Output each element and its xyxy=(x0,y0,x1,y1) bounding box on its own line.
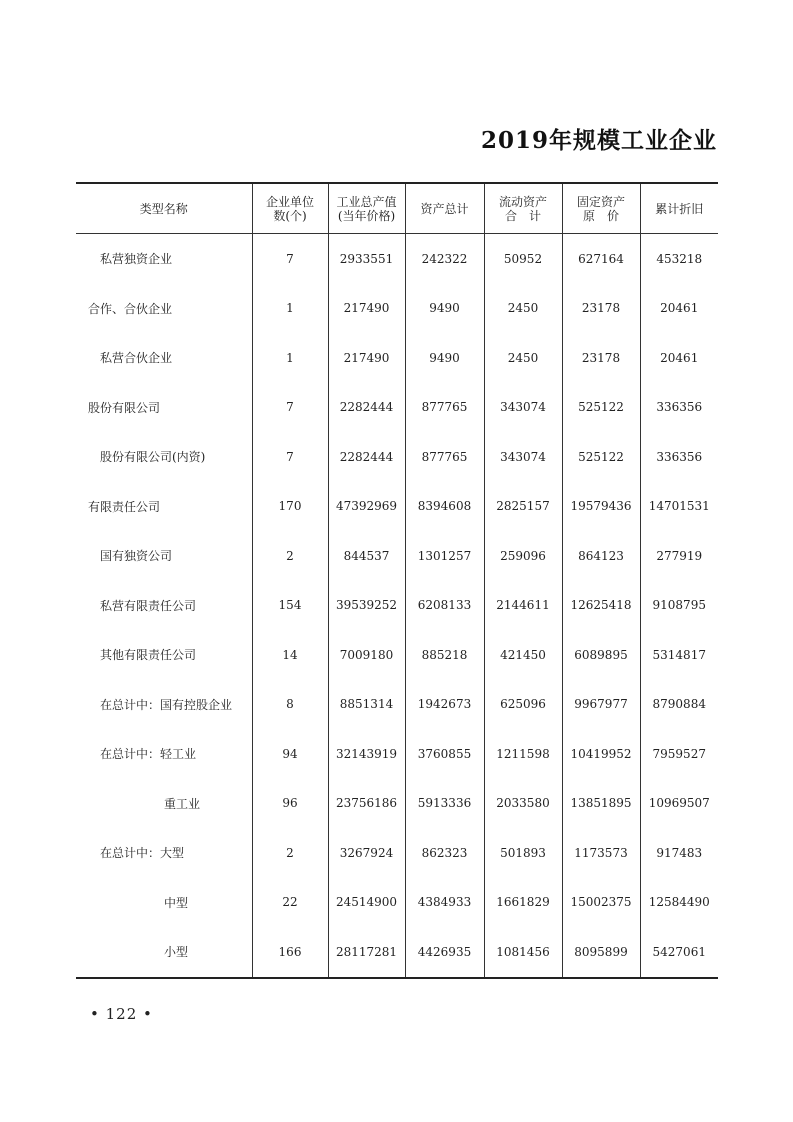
page-title: 2019年规模工业企业 xyxy=(480,127,717,154)
row-current-assets: 2144611 xyxy=(484,581,562,631)
row-type-name: 股份有限公司 xyxy=(88,400,161,415)
row-unit-count: 1 xyxy=(252,284,328,334)
row-fixed-assets: 13851895 xyxy=(562,779,640,829)
table-row xyxy=(76,927,718,978)
table-row xyxy=(76,779,718,829)
table-row xyxy=(76,284,718,334)
row-unit-count: 7 xyxy=(252,383,328,433)
row-accumulated-depreciation: 12584490 xyxy=(640,878,718,928)
row-accumulated-depreciation: 336356 xyxy=(640,432,718,482)
table-row xyxy=(76,333,718,383)
table-row xyxy=(76,383,718,433)
row-fixed-assets: 6089895 xyxy=(562,630,640,680)
row-unit-count: 7 xyxy=(252,432,328,482)
row-gross-output: 217490 xyxy=(328,333,405,383)
table-row xyxy=(76,828,718,878)
row-type-name: 在总计中：轻工业 xyxy=(100,747,197,762)
row-fixed-assets: 19579436 xyxy=(562,482,640,532)
row-unit-count: 2 xyxy=(252,828,328,878)
row-current-assets: 2033580 xyxy=(484,779,562,829)
table-row xyxy=(76,581,718,631)
row-accumulated-depreciation: 5314817 xyxy=(640,630,718,680)
row-accumulated-depreciation: 10969507 xyxy=(640,779,718,829)
table-row xyxy=(76,878,718,928)
row-fixed-assets: 12625418 xyxy=(562,581,640,631)
row-unit-count: 154 xyxy=(252,581,328,631)
row-current-assets: 1211598 xyxy=(484,729,562,779)
row-gross-output: 7009180 xyxy=(328,630,405,680)
page-number: • 122 • xyxy=(90,1005,153,1023)
row-unit-count: 7 xyxy=(252,234,328,284)
row-total-assets: 877765 xyxy=(405,432,484,482)
row-total-assets: 9490 xyxy=(405,333,484,383)
table-row xyxy=(76,680,718,730)
row-gross-output: 2933551 xyxy=(328,234,405,284)
header-unit-count: 企业单位 数(个) xyxy=(252,183,328,234)
row-type-name: 重工业 xyxy=(164,796,201,811)
row-unit-count: 8 xyxy=(252,680,328,730)
row-accumulated-depreciation: 5427061 xyxy=(640,927,718,978)
row-total-assets: 6208133 xyxy=(405,581,484,631)
row-accumulated-depreciation: 917483 xyxy=(640,828,718,878)
row-gross-output: 28117281 xyxy=(328,927,405,978)
table-row xyxy=(76,432,718,482)
row-total-assets: 4426935 xyxy=(405,927,484,978)
row-total-assets: 242322 xyxy=(405,234,484,284)
row-gross-output: 844537 xyxy=(328,531,405,581)
row-gross-output: 3267924 xyxy=(328,828,405,878)
row-type-name: 私营有限责任公司 xyxy=(100,598,197,613)
row-unit-count: 1 xyxy=(252,333,328,383)
row-gross-output: 24514900 xyxy=(328,878,405,928)
table-row xyxy=(76,234,718,284)
row-current-assets: 2450 xyxy=(484,284,562,334)
row-current-assets: 50952 xyxy=(484,234,562,284)
row-current-assets: 625096 xyxy=(484,680,562,730)
row-accumulated-depreciation: 20461 xyxy=(640,284,718,334)
header-total-assets: 资产总计 xyxy=(405,183,484,234)
row-current-assets: 1081456 xyxy=(484,927,562,978)
row-current-assets: 259096 xyxy=(484,531,562,581)
table-row xyxy=(76,531,718,581)
row-gross-output: 2282444 xyxy=(328,383,405,433)
row-gross-output: 2282444 xyxy=(328,432,405,482)
row-total-assets: 885218 xyxy=(405,630,484,680)
row-accumulated-depreciation: 336356 xyxy=(640,383,718,433)
row-total-assets: 862323 xyxy=(405,828,484,878)
row-fixed-assets: 23178 xyxy=(562,284,640,334)
statistics-table xyxy=(76,182,718,979)
row-type-name: 在总计中：大型 xyxy=(100,846,185,861)
row-gross-output: 23756186 xyxy=(328,779,405,829)
row-unit-count: 94 xyxy=(252,729,328,779)
row-unit-count: 170 xyxy=(252,482,328,532)
row-accumulated-depreciation: 14701531 xyxy=(640,482,718,532)
row-type-name: 私营独资企业 xyxy=(100,252,173,267)
row-type-name: 私营合伙企业 xyxy=(100,351,173,366)
row-accumulated-depreciation: 9108795 xyxy=(640,581,718,631)
header-gross-output: 工业总产值 (当年价格) xyxy=(328,183,405,234)
row-total-assets: 1301257 xyxy=(405,531,484,581)
header-accumulated-depreciation: 累计折旧 xyxy=(640,183,718,234)
row-fixed-assets: 627164 xyxy=(562,234,640,284)
row-type-name: 合作、合伙企业 xyxy=(88,301,173,316)
row-current-assets: 2825157 xyxy=(484,482,562,532)
row-accumulated-depreciation: 20461 xyxy=(640,333,718,383)
row-fixed-assets: 1173573 xyxy=(562,828,640,878)
row-unit-count: 22 xyxy=(252,878,328,928)
row-gross-output: 39539252 xyxy=(328,581,405,631)
row-type-name: 有限责任公司 xyxy=(88,499,161,514)
row-type-name: 中型 xyxy=(164,895,189,910)
row-type-name: 国有独资公司 xyxy=(100,549,173,564)
row-fixed-assets: 10419952 xyxy=(562,729,640,779)
row-total-assets: 4384933 xyxy=(405,878,484,928)
table-header-row xyxy=(76,183,718,234)
row-type-name: 在总计中：国有控股企业 xyxy=(100,697,233,712)
row-accumulated-depreciation: 7959527 xyxy=(640,729,718,779)
table-row xyxy=(76,729,718,779)
row-unit-count: 166 xyxy=(252,927,328,978)
row-gross-output: 32143919 xyxy=(328,729,405,779)
row-total-assets: 1942673 xyxy=(405,680,484,730)
row-current-assets: 343074 xyxy=(484,383,562,433)
row-unit-count: 96 xyxy=(252,779,328,829)
row-accumulated-depreciation: 277919 xyxy=(640,531,718,581)
row-gross-output: 47392969 xyxy=(328,482,405,532)
row-accumulated-depreciation: 453218 xyxy=(640,234,718,284)
table-row xyxy=(76,630,718,680)
row-current-assets: 421450 xyxy=(484,630,562,680)
row-gross-output: 217490 xyxy=(328,284,405,334)
row-unit-count: 2 xyxy=(252,531,328,581)
row-total-assets: 877765 xyxy=(405,383,484,433)
header-type-name: 类型名称 xyxy=(76,183,252,234)
row-type-name: 小型 xyxy=(164,945,189,960)
row-fixed-assets: 23178 xyxy=(562,333,640,383)
header-fixed-assets: 固定资产 原 价 xyxy=(562,183,640,234)
table-row xyxy=(76,482,718,532)
row-current-assets: 1661829 xyxy=(484,878,562,928)
row-total-assets: 5913336 xyxy=(405,779,484,829)
row-fixed-assets: 15002375 xyxy=(562,878,640,928)
row-fixed-assets: 525122 xyxy=(562,432,640,482)
row-total-assets: 3760855 xyxy=(405,729,484,779)
row-total-assets: 9490 xyxy=(405,284,484,334)
row-current-assets: 501893 xyxy=(484,828,562,878)
row-fixed-assets: 8095899 xyxy=(562,927,640,978)
row-type-name: 股份有限公司(内资) xyxy=(100,450,206,465)
header-current-assets: 流动资产 合 计 xyxy=(484,183,562,234)
row-type-name: 其他有限责任公司 xyxy=(100,648,197,663)
row-fixed-assets: 525122 xyxy=(562,383,640,433)
row-fixed-assets: 864123 xyxy=(562,531,640,581)
row-unit-count: 14 xyxy=(252,630,328,680)
row-current-assets: 343074 xyxy=(484,432,562,482)
row-current-assets: 2450 xyxy=(484,333,562,383)
row-accumulated-depreciation: 8790884 xyxy=(640,680,718,730)
row-total-assets: 8394608 xyxy=(405,482,484,532)
row-gross-output: 8851314 xyxy=(328,680,405,730)
row-fixed-assets: 9967977 xyxy=(562,680,640,730)
